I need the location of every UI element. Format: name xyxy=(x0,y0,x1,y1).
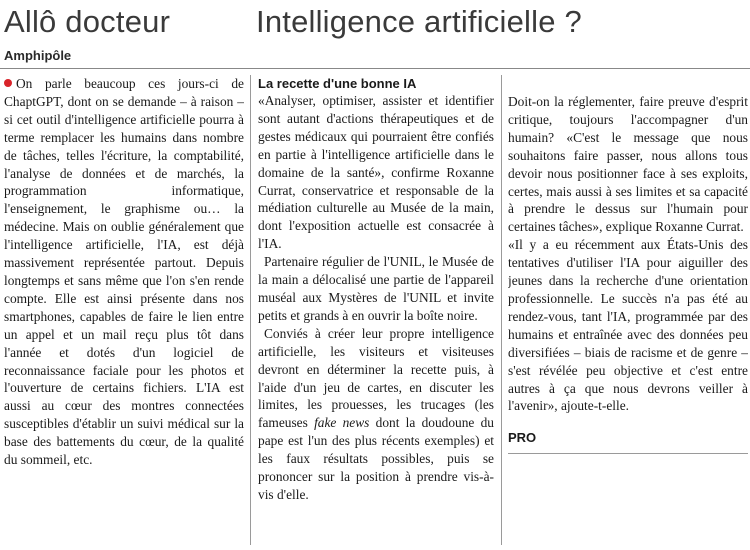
emphasis-text: fake news xyxy=(314,415,370,431)
paragraph xyxy=(258,325,494,504)
signature-rule xyxy=(508,453,748,454)
author-signature: PRO xyxy=(508,430,537,446)
paragraph: Doit-on la réglementer, faire preuve d'esprit critique, toujours l'accompagner d'un humain? «C'est le message que nous souhaitons faire passer, nous allons tous devoir nous positionner face à ses exploits, certes, mais aussi à ses limites et sa capacité à prendre le dessus sur l'humain pour certaines tâches», explique Roxanne Currat. xyxy=(508,94,748,235)
rubric-title: Allô docteur xyxy=(4,4,171,39)
article-headline: Intelligence artificielle ? xyxy=(256,4,582,39)
paragraph: «Il y a eu récemment aux États-Unis des tentatives d'utiliser l'IA pour aiguiller des jeunes dans la recherche d'une orientation professionnelle. Le succès n'a pas été au rendez-vous, tant l'IA, programmée par des humains et entraînée avec des données peu diversifiées – biais de racisme et de genre – s'est révélée peu objective et c'est entre autres à ça que nous devrons veiller à l'avenir», ajoute-t-elle. xyxy=(508,237,748,414)
article-column-1 xyxy=(4,75,244,545)
header-rule xyxy=(0,68,750,69)
paragraph-text: Partenaire régulier de l'UNIL, le Musée de la main a délocalisé une partie de l'appareil muséal aux Mystères de l'UNIL et invite petits et grands à en ouvrir la boîte noire. xyxy=(258,254,494,323)
paragraph: «Analyser, optimiser, assister et identifier sont autant d'actions thérapeutiques et de gestes médicaux qui pourraient être confiés en partie à l'intelligence artificielle dans le domaine de la santé», confirme Roxanne Currat, conservatrice et responsable de la médiation culturelle au Musée de la main, dont l'exposition actuelle est consacrée à l'IA. xyxy=(258,93,494,252)
section-title: La recette d'une bonne IA xyxy=(258,76,417,91)
section-subhead: Amphipôle xyxy=(4,48,72,63)
article-column-3 xyxy=(508,75,748,545)
page-header xyxy=(0,0,750,50)
intro-text: On parle beaucoup ces jours-ci de ChaptGPT, dont on se demande – à raison – si cet outil d'intelligence artificielle pourra à terme remplacer les humains dans nombre de tâches, telles l'écriture, la comptabilité, l'analyse de données et de marchés, la programmation informatique, l'enseignement, le graphisme ou… la médecine. Mais on oublie généralement que l'intelligence artificielle, l'IA, est déjà massivement représentée partout. Depuis longtemps et sans même que l'on s'en rende compte. Elle est ainsi présente dans nos smartphones, capables de faire le lien entre un appel et un mail reçu plus tôt dans l'année et dotés d'un logiciel de reconnaissance faciale pour les photos et l'ouverture de certains fichiers. L'IA est aussi au cœur des montres connectées susceptibles d'établir un suivi médical sur la base des battements du cœur, de la qualité du sommeil, etc. xyxy=(4,76,244,468)
column-divider xyxy=(250,75,251,545)
column-divider xyxy=(501,75,502,545)
article-column-2 xyxy=(258,75,494,545)
paragraph-text: dont la doudoune du pape est l'un des plus récents exemples) et les faux résultats possibles, puis se prononcer sur la position à prendre vis-à-vis d'elle. xyxy=(258,415,494,502)
red-dot-icon xyxy=(4,79,12,87)
paragraph xyxy=(258,253,494,325)
paragraph-text: Conviés à créer leur propre intelligence artificielle, les visiteurs et visiteuses devront en déterminer la recette puis, à l'aide d'un jeu de cartes, en discuter les limites, les prouesses, les trucages (les fameuses xyxy=(258,325,494,431)
intro-paragraph xyxy=(4,75,244,469)
